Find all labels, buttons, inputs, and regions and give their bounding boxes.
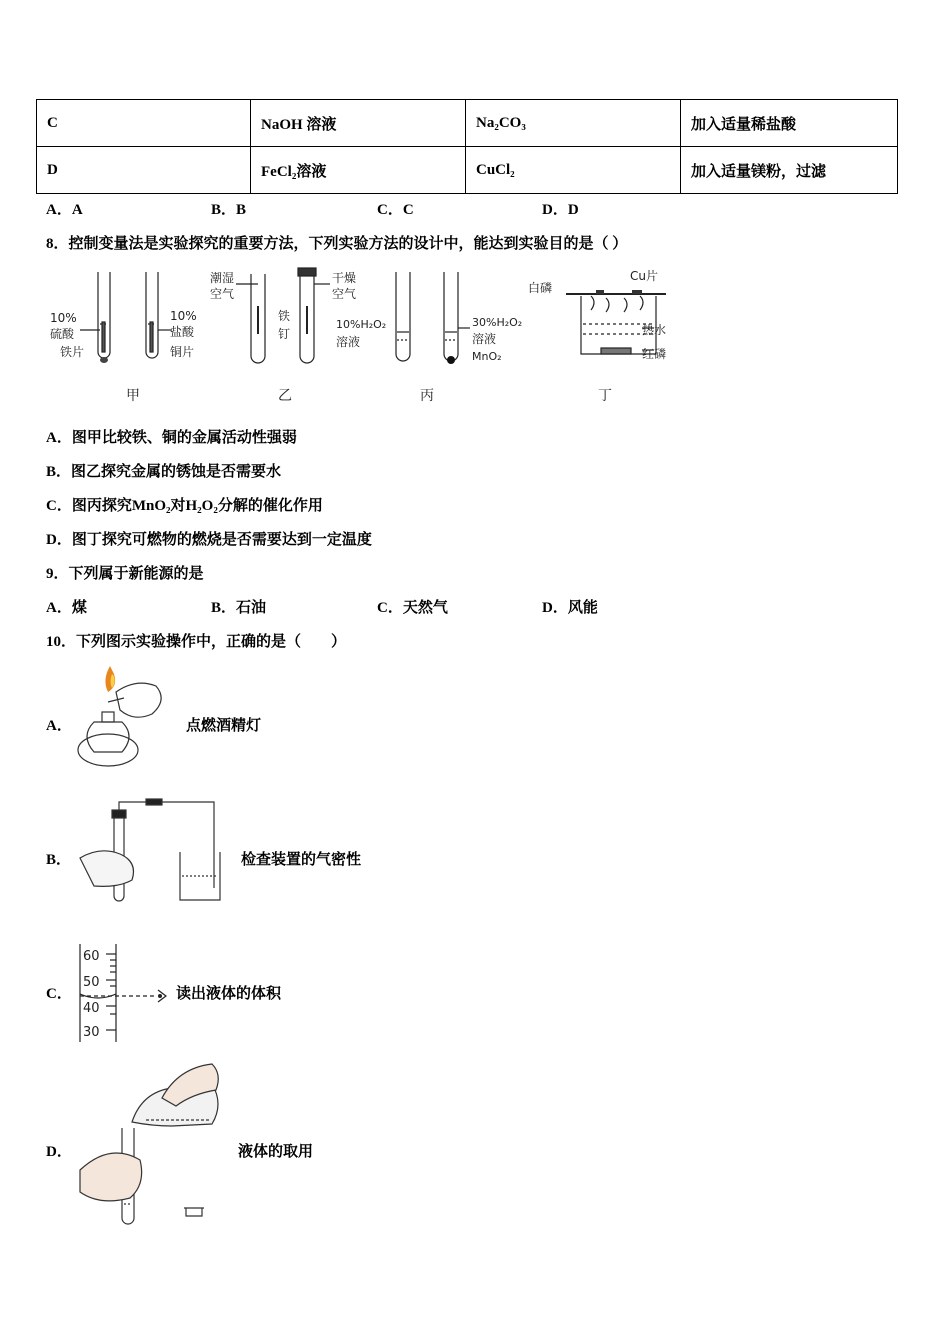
yi-left-label-2: 空气 <box>210 287 235 301</box>
q8-experiment-figure <box>46 262 696 407</box>
yi-nail-label-2: 钉 <box>278 327 291 341</box>
caption-ding: 丁 <box>598 388 612 404</box>
jia-right-label-2: 盐酸 <box>170 325 195 339</box>
table-cell: CuCl₂ <box>466 147 681 194</box>
jia-right-label-3: 铜片 <box>170 345 195 359</box>
table-cell: FeCl₂溶液 <box>251 147 466 194</box>
q9-stem: 9．下列属于新能源的是 <box>46 566 204 582</box>
q8-stem: 8．控制变量法是实验探究的重要方法，下列实验方法的设计中，能达到实验目的是（ ） <box>46 236 628 252</box>
scale-label-60: 60 <box>83 949 100 964</box>
ding-label-red-phosphorus: 红磷 <box>642 347 667 361</box>
q10-option-b-text: 检查装置的气密性 <box>241 852 362 868</box>
q7-option-b[interactable]: B．B <box>211 202 247 218</box>
bing-right-label-2: 溶液 <box>472 332 497 346</box>
scale-label-30: 30 <box>83 1025 100 1040</box>
q7-option-a[interactable]: A．A <box>46 202 83 218</box>
scale-label-50: 50 <box>83 975 100 990</box>
answer-table <box>36 99 898 194</box>
yi-right-label-1: 干燥 <box>332 271 357 285</box>
q10-option-c-letter[interactable]: C． <box>46 986 72 1002</box>
table-cell: 加入适量镁粉，过滤 <box>681 147 898 194</box>
q8-option-b[interactable]: B．图乙探究金属的锈蚀是否需要水 <box>46 464 282 480</box>
caption-bing: 丙 <box>420 388 434 404</box>
q10-option-a-text: 点燃酒精灯 <box>186 718 262 734</box>
caption-jia: 甲 <box>126 388 140 404</box>
bing-left-label-1: 10%H₂O₂ <box>336 318 387 331</box>
graduated-cylinder-illustration <box>76 942 176 1046</box>
q10-stem: 10．下列图示实验操作中，正确的是（ ） <box>46 634 347 650</box>
caption-yi: 乙 <box>278 388 292 404</box>
q9-option-d[interactable]: D．风能 <box>542 600 598 616</box>
q7-option-d[interactable]: D．D <box>542 202 579 218</box>
airtightness-setup-illustration <box>76 796 226 906</box>
liquid-pouring-illustration <box>76 1058 226 1230</box>
table-cell: D <box>37 147 251 194</box>
table-cell: 加入适量稀盐酸 <box>681 100 898 147</box>
table-cell: C <box>37 100 251 147</box>
ding-label-cu: Cu片 <box>630 269 658 283</box>
jia-left-label-2: 硫酸 <box>50 327 75 341</box>
bing-left-label-2: 溶液 <box>336 335 361 349</box>
q8-option-a[interactable]: A．图甲比较铁、铜的金属活动性强弱 <box>46 430 297 446</box>
table-row <box>37 100 898 147</box>
q8-option-c[interactable]: C．图丙探究MnO₂对H₂O₂分解的催化作用 <box>46 498 323 514</box>
q10-option-b-letter[interactable]: B． <box>46 852 72 868</box>
yi-right-label-2: 空气 <box>332 287 357 301</box>
q9-option-b[interactable]: B．石油 <box>211 600 267 616</box>
table-row <box>37 147 898 194</box>
alcohol-lamp-illustration <box>72 662 172 772</box>
ding-label-white-phosphorus: 白磷 <box>528 281 553 295</box>
q10-option-c-text: 读出液体的体积 <box>176 986 282 1002</box>
jia-right-label-1: 10% <box>170 309 197 323</box>
q10-option-d-text: 液体的取用 <box>238 1144 314 1160</box>
scale-label-40: 40 <box>83 1001 100 1016</box>
yi-left-label-1: 潮湿 <box>210 271 235 285</box>
ding-label-hot-water: 热水 <box>642 323 667 337</box>
q9-option-c[interactable]: C．天然气 <box>377 600 448 616</box>
jia-left-label-3: 铁片 <box>60 345 85 359</box>
bing-right-label-1: 30%H₂O₂ <box>472 316 523 329</box>
table-cell: Na₂CO₃ <box>466 100 681 147</box>
table-cell: NaOH 溶液 <box>251 100 466 147</box>
q7-option-c[interactable]: C．C <box>377 202 414 218</box>
q10-option-d-letter[interactable]: D． <box>46 1144 72 1160</box>
q10-option-a-letter[interactable]: A． <box>46 718 72 734</box>
yi-nail-label-1: 铁 <box>278 309 291 323</box>
bing-right-label-3: MnO₂ <box>472 350 502 363</box>
q9-option-a[interactable]: A．煤 <box>46 600 87 616</box>
q8-option-d[interactable]: D．图丁探究可燃物的燃烧是否需要达到一定温度 <box>46 532 372 548</box>
jia-left-label-1: 10% <box>50 311 77 325</box>
